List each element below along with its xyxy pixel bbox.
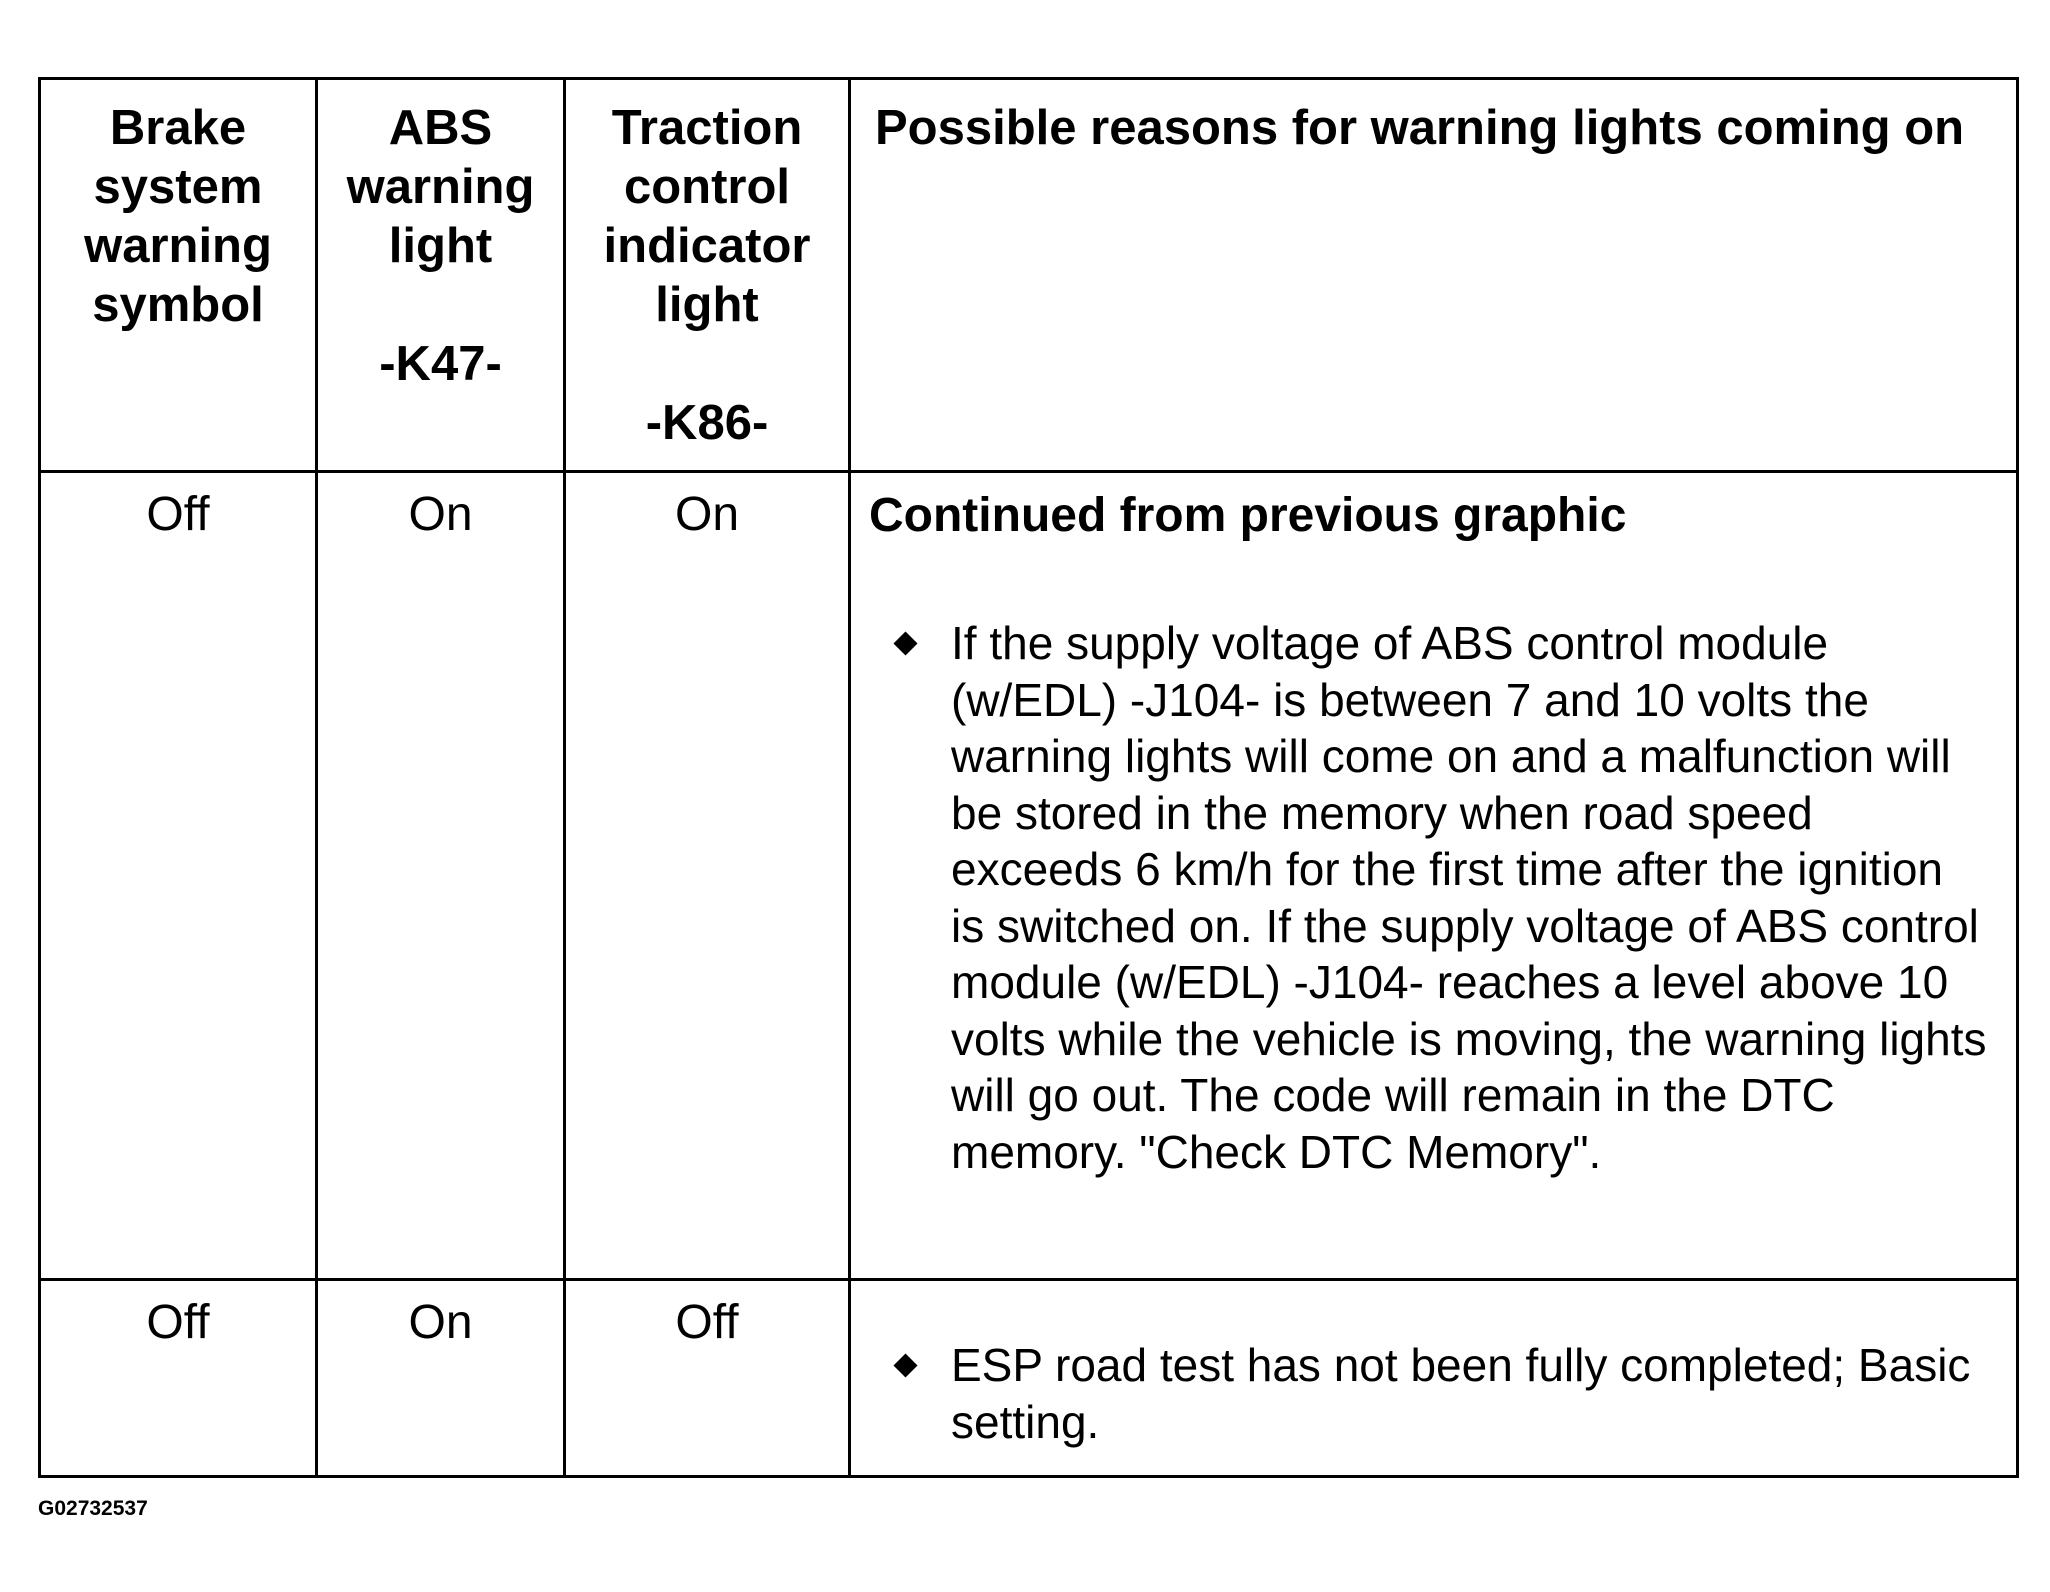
table-row bbox=[40, 472, 2018, 1280]
header-brake-label: Brake system warning symbol bbox=[84, 101, 272, 332]
diamond-bullet-icon bbox=[893, 1353, 917, 1377]
header-abs-warning-light bbox=[317, 79, 565, 472]
header-traction-code: -K86- bbox=[645, 396, 769, 450]
header-abs-code: -K47- bbox=[379, 337, 502, 391]
cell-reasons bbox=[850, 1280, 2018, 1477]
header-possible-reasons: Possible reasons for warning lights coming on bbox=[850, 79, 2018, 472]
header-abs-label: ABS warning light bbox=[346, 101, 535, 273]
cell-brake-state: Off bbox=[40, 472, 317, 1280]
header-brake-system-warning-symbol bbox=[40, 79, 317, 472]
cell-abs-state: On bbox=[317, 1280, 565, 1477]
header-traction-control-indicator bbox=[565, 79, 850, 472]
reason-text: ESP road test has not been fully completed; Basic setting. bbox=[951, 1339, 1971, 1448]
cell-reasons bbox=[850, 472, 2018, 1280]
reason-list-item bbox=[889, 615, 1988, 1180]
cell-traction-state: Off bbox=[565, 1280, 850, 1477]
cell-traction-state: On bbox=[565, 472, 850, 1280]
diamond-bullet-icon bbox=[893, 631, 917, 655]
warning-lights-table bbox=[38, 77, 2019, 1478]
cell-brake-state: Off bbox=[40, 1280, 317, 1477]
table-header-row bbox=[40, 79, 2018, 472]
figure-id: G02732537 bbox=[38, 1497, 148, 1520]
reason-text: If the supply voltage of ABS control module (w/EDL) -J104- is between 7 and 10 volts the warning lights will come on and a malfunction will be stored in the memory when road speed exceeds 6 km/h for the first time after the ignition is switched on. If the supply voltage of ABS control module (w/EDL) -J104- reaches a level above 10 volts while the vehicle is moving, the warning lights will go out. The code will remain in the DTC memory. "Check DTC Memory". bbox=[951, 617, 1987, 1178]
continued-note: Continued from previous graphic bbox=[869, 489, 1627, 542]
cell-abs-state: On bbox=[317, 472, 565, 1280]
table-row bbox=[40, 1280, 2018, 1477]
reason-list-item bbox=[889, 1337, 1988, 1450]
header-traction-label: Traction control indicator light bbox=[603, 101, 811, 332]
